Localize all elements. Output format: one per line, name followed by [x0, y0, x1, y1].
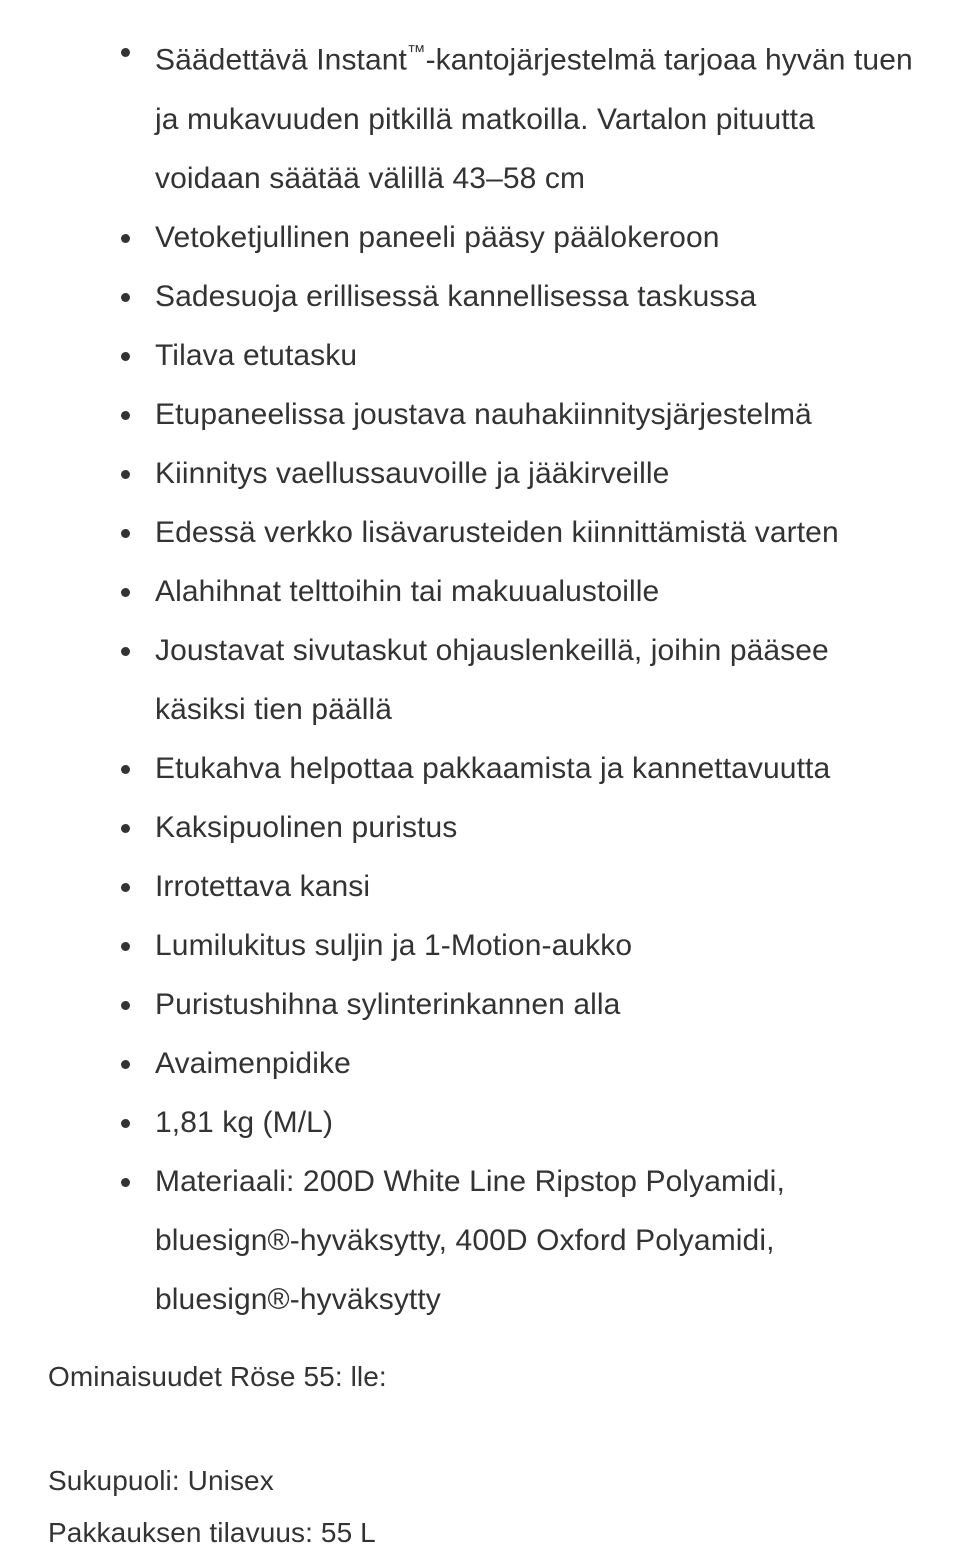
- spec-line-gender: Sukupuoli: Unisex: [48, 1464, 274, 1496]
- section-heading: Ominaisuudet Röse 55: lle:: [48, 1360, 387, 1392]
- blank-line: [48, 1403, 920, 1455]
- list-item: Joustavat sivutaskut ohjauslenkeillä, joihin pääsee käsiksi tien päällä: [48, 621, 920, 739]
- feature-list: [48, 22, 920, 1329]
- spec-line-volume: Pakkauksen tilavuus: 55 L: [48, 1516, 376, 1548]
- section-heading-block: [48, 1351, 920, 1455]
- list-item: Avaimenpidike: [48, 1034, 920, 1093]
- list-item: 1,81 kg (M/L): [48, 1093, 920, 1152]
- list-item: Kaksipuolinen puristus: [48, 798, 920, 857]
- list-item: [48, 22, 920, 208]
- list-item: Vetoketjullinen paneeli pääsy päälokeroon: [48, 208, 920, 267]
- list-item: Tilava etutasku: [48, 326, 920, 385]
- list-item: Alahihnat telttoihin tai makuualustoille: [48, 562, 920, 621]
- feature-text-part: -kantojärjestelmä tarjoaa hyvän tuen ja mukavuuden pitkillä matkoilla. Vartalon pituutta voidaan säätää välillä 43–58 cm: [155, 43, 913, 195]
- list-item: Etupaneelissa joustava nauhakiinnitysjärjestelmä: [48, 385, 920, 444]
- feature-text-part: Säädettävä Instant: [155, 43, 407, 77]
- list-item: Etukahva helpottaa pakkaamista ja kannettavuutta: [48, 739, 920, 798]
- list-item: Sadesuoja erillisessä kannellisessa taskussa: [48, 267, 920, 326]
- trademark-symbol: ™: [406, 41, 426, 62]
- list-item: Puristushihna sylinterinkannen alla: [48, 975, 920, 1034]
- list-item: Edessä verkko lisävarusteiden kiinnittämistä varten: [48, 503, 920, 562]
- list-item: Lumilukitus suljin ja 1-Motion-aukko: [48, 916, 920, 975]
- list-item: Materiaali: 200D White Line Ripstop Polyamidi, bluesign®-hyväksytty, 400D Oxford Polyamidi, bluesign®-hyväksytty: [48, 1152, 920, 1329]
- list-item: Kiinnitys vaellussauvoille ja jääkirveille: [48, 444, 920, 503]
- spec-list: [48, 1455, 920, 1559]
- list-item: Irrotettava kansi: [48, 857, 920, 916]
